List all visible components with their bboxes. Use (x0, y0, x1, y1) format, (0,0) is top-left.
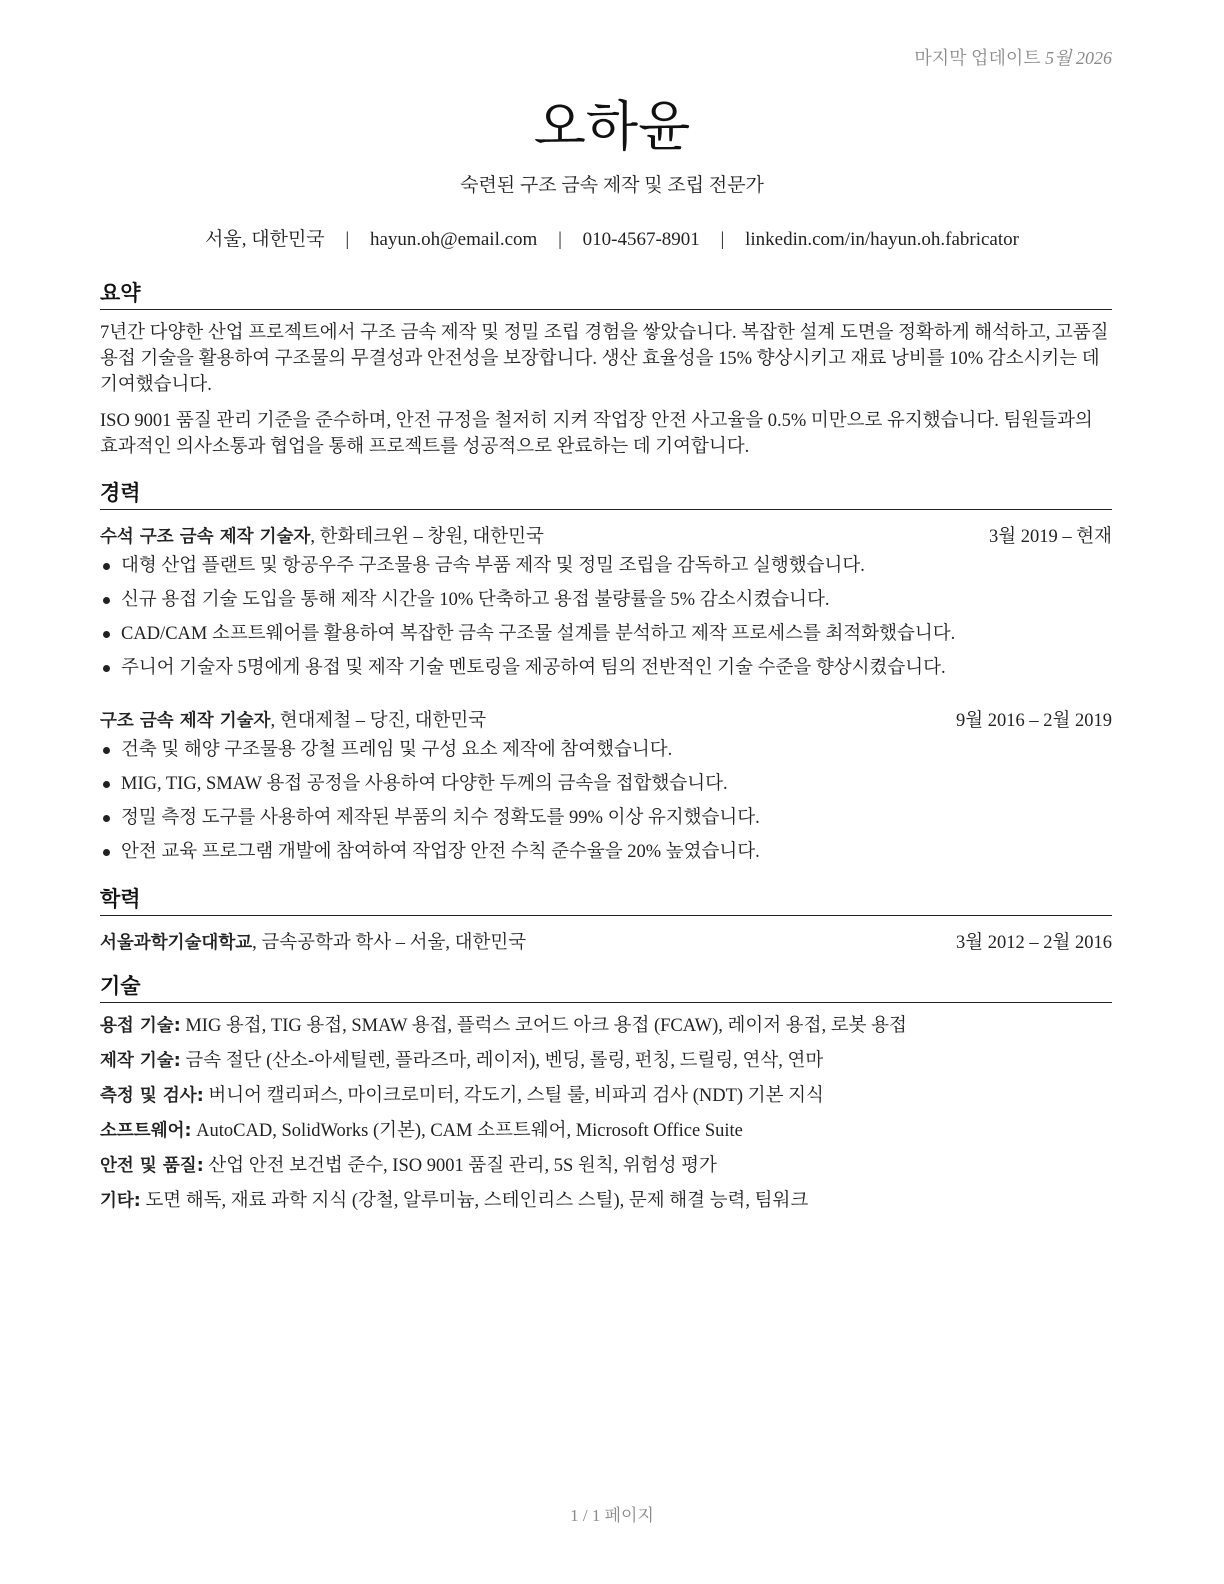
job-title-line (100, 522, 544, 548)
last-updated-date: 5월 2026 (1045, 48, 1112, 68)
education-dates: 3월 2012 – 2월 2016 (956, 933, 1112, 953)
skill-row (100, 1188, 1112, 1223)
candidate-headline: 숙련된 구조 금속 제작 및 조립 전문가 (460, 175, 764, 196)
education-entry (100, 928, 1112, 954)
skill-value: AutoCAD, SolidWorks (기본), CAM 소프트웨어, Microsoft Office Suite (191, 1121, 743, 1141)
page-number: 1 / 1 페이지 (570, 1506, 654, 1525)
contact-separator: | (345, 229, 350, 250)
skill-label: 기타: (100, 1191, 141, 1211)
skill-label: 소프트웨어: (100, 1121, 192, 1141)
list-item: 신규 용접 기술 도입을 통해 제작 시간을 10% 단축하고 용접 불량률을 5% 감소시켰습니다. (100, 587, 1112, 621)
list-item: 안전 교육 프로그램 개발에 참여하여 작업장 안전 수칙 준수율을 20% 높였습니다. (100, 839, 1112, 873)
job-dates: 3월 2019 – 현재 (989, 527, 1112, 547)
job-role: 구조 금속 제작 기술자 (100, 711, 271, 731)
job-bullet-list (100, 553, 1112, 689)
skill-row (100, 1083, 1112, 1118)
last-updated (914, 44, 1112, 70)
skill-value: MIG 용접, TIG 용접, SMAW 용접, 플럭스 코어드 아크 용접 (FCAW), 레이저 용접, 로봇 용접 (180, 1016, 907, 1036)
skill-value: 도면 해독, 재료 과학 지식 (강철, 알루미늄, 스테인리스 스틸), 문제 해결 능력, 팀워크 (140, 1191, 809, 1211)
section-title-summary: 요약 (100, 277, 1112, 310)
job-title-line (100, 706, 486, 732)
summary-paragraph: ISO 9001 품질 관리 기준을 준수하며, 안전 규정을 철저히 지켜 작업장 안전 사고율을 0.5% 미만으로 유지했습니다. 팀원들과의 효과적인 의사소통과 협업을 통해 프로젝트를 성공적으로 완료하는 데 기여합니다. (100, 411, 1093, 457)
contact-location: 서울, 대한민국 (205, 229, 325, 250)
section-title-experience: 경력 (100, 477, 1112, 510)
job-dates: 9월 2016 – 2월 2019 (956, 711, 1112, 731)
contact-phone: 010-4567-8901 (582, 229, 700, 250)
job-bullet-list (100, 737, 1112, 873)
job-role: 수석 구조 금속 제작 기술자 (100, 527, 311, 547)
list-item: MIG, TIG, SMAW 용접 공정을 사용하여 다양한 두께의 금속을 접합했습니다. (100, 771, 1112, 805)
candidate-name: 오하윤 (533, 95, 691, 158)
skill-value: 금속 절단 (산소-아세틸렌, 플라즈마, 레이저), 벤딩, 롤링, 펀칭, 드릴링, 연삭, 연마 (180, 1051, 824, 1071)
summary-paragraph: 7년간 다양한 산업 프로젝트에서 구조 금속 제작 및 정밀 조립 경험을 쌓았습니다. 복잡한 설계 도면을 정확하게 해석하고, 고품질 용접 기술을 활용하여 구조물의 무결성과 안전성을 보장합니다. 생산 효율성을 15% 향상시키고 재료 낭비를 10% 감소시키는 데 기여했습니다. (100, 323, 1109, 395)
list-item: 대형 산업 플랜트 및 항공우주 구조물용 금속 부품 제작 및 정밀 조립을 감독하고 실행했습니다. (100, 553, 1112, 587)
education-line (100, 928, 526, 954)
list-item: CAD/CAM 소프트웨어를 활용하여 복잡한 금속 구조물 설계를 분석하고 제작 프로세스를 최적화했습니다. (100, 621, 1112, 655)
job-header (100, 706, 1112, 732)
contact-linkedin[interactable]: linkedin.com/in/hayun.oh.fabricator (745, 229, 1019, 250)
contact-separator: | (558, 229, 562, 250)
job-header (100, 522, 1112, 548)
skill-row (100, 1153, 1112, 1188)
skill-label: 안전 및 품질: (100, 1156, 204, 1176)
last-updated-label: 마지막 업데이트 (914, 48, 1041, 68)
skill-value: 산업 안전 보건법 준수, ISO 9001 품질 관리, 5S 원칙, 위험성 평가 (203, 1156, 717, 1176)
list-item: 건축 및 해양 구조물용 강철 프레임 및 구성 요소 제작에 참여했습니다. (100, 737, 1112, 771)
education-school: 서울과학기술대학교 (100, 933, 253, 953)
contact-email[interactable]: hayun.oh@email.com (369, 229, 538, 250)
skill-label: 용접 기술: (100, 1016, 181, 1036)
skills-list (100, 1013, 1112, 1223)
skill-row (100, 1048, 1112, 1083)
skill-row (100, 1013, 1112, 1048)
skill-row (100, 1118, 1112, 1153)
list-item: 정밀 측정 도구를 사용하여 제작된 부품의 치수 정확도를 99% 이상 유지했습니다. (100, 805, 1112, 839)
education-detail: , 금속공학과 학사 – 서울, 대한민국 (252, 933, 527, 953)
contact-line (0, 224, 1224, 251)
job-org: , 현대제철 – 당진, 대한민국 (270, 711, 487, 731)
section-title-skills: 기술 (100, 970, 1112, 1003)
skill-label: 측정 및 검사: (100, 1086, 204, 1106)
list-item: 주니어 기술자 5명에게 용접 및 제작 기술 멘토링을 제공하여 팀의 전반적인 기술 수준을 향상시켰습니다. (100, 655, 1112, 689)
section-title-education: 학력 (100, 883, 1112, 916)
contact-separator: | (720, 229, 725, 250)
skill-value: 버니어 캘리퍼스, 마이크로미터, 각도기, 스틸 룰, 비파괴 검사 (NDT) 기본 지식 (203, 1086, 824, 1106)
skill-label: 제작 기술: (100, 1051, 181, 1071)
job-org: , 한화테크윈 – 창원, 대한민국 (310, 527, 544, 547)
